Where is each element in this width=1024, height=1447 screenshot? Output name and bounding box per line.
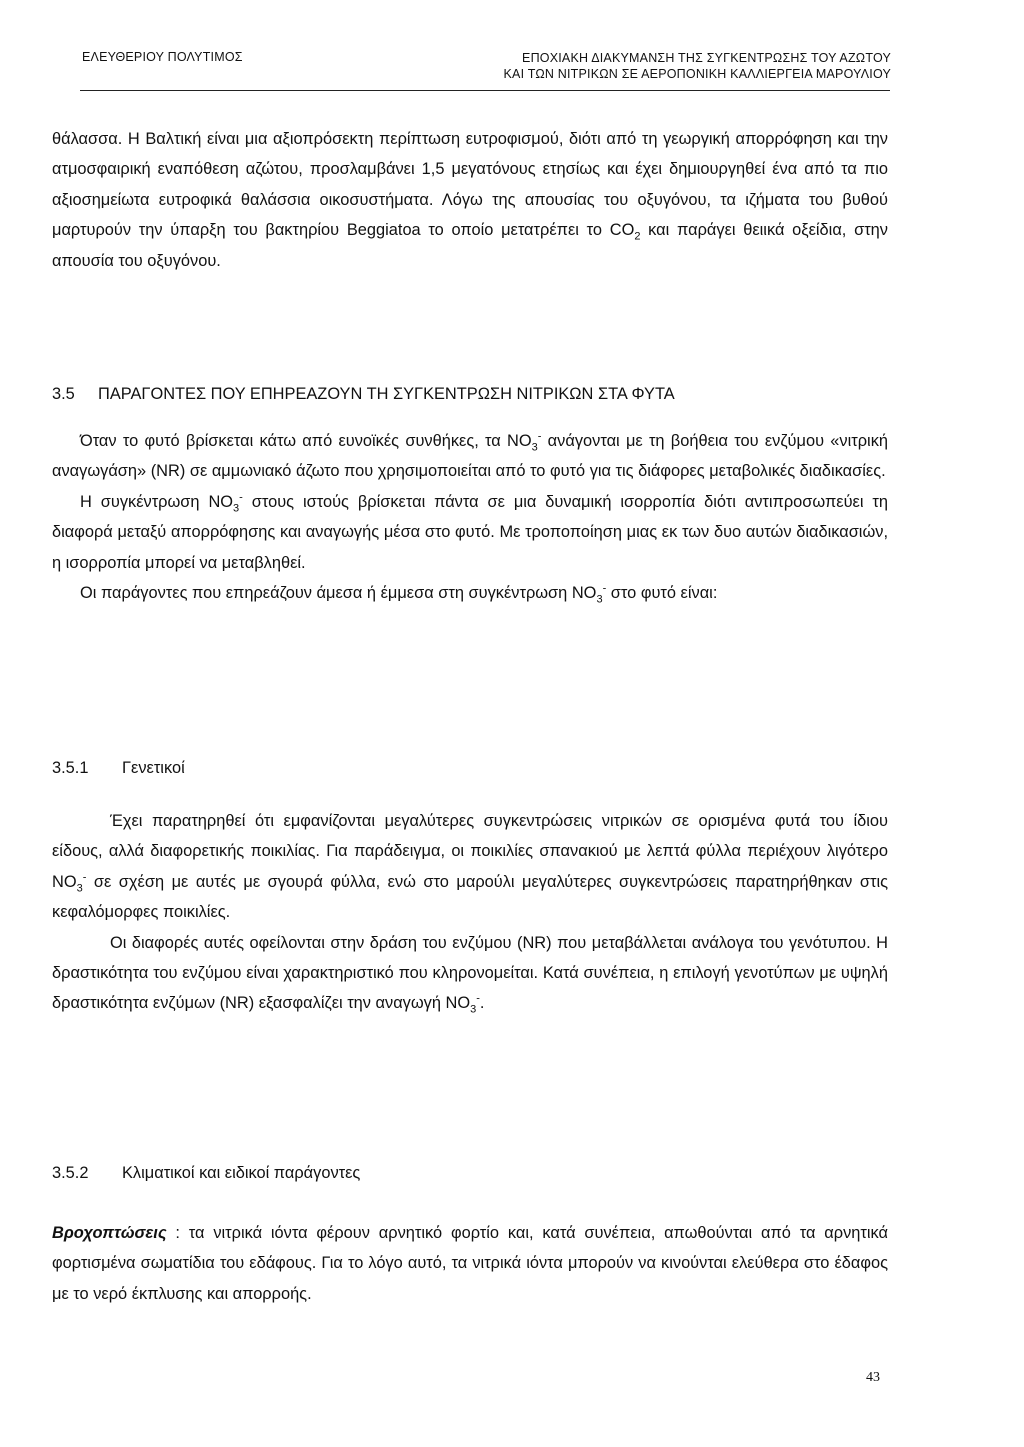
section-3-5-paragraph-2 — [52, 487, 888, 578]
no3-subscript: 3 — [76, 882, 83, 895]
intro-text-b: και παράγει θειικά οξείδια, στην απουσία του οξυγόνου. — [52, 221, 888, 270]
text-run: Έχει παρατηρηθεί ότι εμφανίζονται μεγαλύτερες συγκεντρώσεις νιτρικών σε ορισμένα φυτά του ίδιου είδους, αλλά διαφορετικής ποικιλίας. Για παράδειγμα, οι ποικιλίες σπανακιού με λεπτά φύλλα περιέχουν λιγότερο NO — [52, 812, 888, 891]
section-3-5-paragraph-3 — [52, 578, 888, 608]
no3-subscript: 3 — [531, 441, 538, 454]
section-3-5-heading — [52, 383, 675, 405]
page-number: 43 — [866, 1370, 880, 1385]
section-title: Γενετικοί — [122, 759, 185, 777]
intro-text-a: θάλασσα. Η Βαλτική είναι μια αξιοπρόσεκτη περίπτωση ευτροφισμού, διότι από τη γεωργική απορρόφηση και την ατμοσφαιρική εναπόθεση αζώτου, προσλαμβάνει 1,5 μεγατόνους ετησίως και έχει δημιουργηθεί ένα από τα πιο αξιοσημείωτα ευτροφικά θαλάσσια οικοσυστήματα. Λόγω της απουσίας του οξυγόνου, τα ιζήματα του βυθού μαρτυρούν την ύπαρξη του βακτηρίου Beggiatoa το οποίο μετατρέπει το CO — [52, 130, 888, 240]
text-run: στο φυτό είναι: — [606, 584, 718, 603]
section-3-5-1-paragraph-1 — [52, 806, 888, 928]
text-run: Οι παράγοντες που επηρεάζουν άμεσα ή έμμεσα στη συγκέντρωση NO — [80, 584, 597, 603]
section-title: ΠΑΡΑΓΟΝΤΕΣ ΠΟΥ ΕΠΗΡΕΑΖΟΥΝ ΤΗ ΣΥΓΚΕΝΤΡΩΣΗ ΝΙΤΡΙΚΩΝ ΣΤΑ ΦΥΤΑ — [98, 385, 675, 403]
section-3-5-2-heading — [52, 1162, 360, 1184]
text-run: Όταν το φυτό βρίσκεται κάτω από ευνοϊκές συνθήκες, τα NO — [80, 432, 532, 450]
section-3-5-1-heading — [52, 757, 185, 779]
section-3-5-1-body — [52, 806, 888, 1019]
term-rainfall: Βροχοπτώσεις — [52, 1224, 167, 1242]
no3-superscript: - — [537, 430, 542, 443]
no3-subscript: 3 — [233, 502, 240, 515]
text-run: στους ιστούς βρίσκεται πάντα σε μια δυναμική ισορροπία διότι αντιπροσωπεύει τη διαφορά μεταξύ απορρόφησης και αναγωγής μέσα στο φυτό. Με τροποποίηση μιας εκ των δυο αυτών διαδικασιών, η ισορροπία μπορεί να μεταβληθεί. — [52, 492, 888, 572]
section-title: Κλιματικοί και ειδικοί παράγοντες — [122, 1164, 361, 1182]
section-number: 3.5 — [52, 385, 75, 403]
running-header-author: ΕΛΕΥΘΕΡΙΟΥ ΠΟΛΥΤΙΜΟΣ — [82, 50, 243, 64]
no3-superscript: - — [602, 582, 607, 595]
section-number: 3.5.2 — [52, 1164, 89, 1182]
no3-superscript: - — [476, 992, 480, 1005]
co2-subscript: 2 — [634, 230, 641, 243]
text-run: Η συγκέντρωση NO — [80, 492, 234, 511]
no3-subscript: 3 — [596, 593, 603, 606]
text-run: σε σχέση με αυτές με σγουρά φύλλα, ενώ στο μαρούλι μεγαλύτερες συγκεντρώσεις παρατηρήθηκαν στις κεφαλόμορφες ποικιλίες. — [52, 872, 888, 922]
section-3-5-body — [52, 426, 888, 608]
no3-subscript: 3 — [470, 1003, 477, 1016]
intro-paragraph — [52, 124, 888, 276]
section-number: 3.5.1 — [52, 759, 89, 777]
text-run: . — [479, 994, 485, 1013]
section-3-5-2-paragraph — [52, 1218, 888, 1309]
text-run: : τα νιτρικά ιόντα φέρουν αρνητικό φορτίο και, κατά συνέπεια, απωθούνται από τα αρνητικά φορτισμένα σωματίδια του εδάφους. Για το λόγο αυτό, τα νιτρικά ιόντα μπορούν να κινούνται ελεύθερα στο έδαφος με το νερό έκπλυσης και απορροής. — [52, 1224, 888, 1303]
running-header-title-line2: ΚΑΙ ΤΩΝ ΝΙΤΡΙΚΩΝ ΣΕ ΑΕΡΟΠΟΝΙΚΗ ΚΑΛΛΙΕΡΓΕΙΑ ΜΑΡΟΥΛΙΟΥ — [503, 67, 891, 81]
header-divider — [80, 90, 890, 91]
running-header-title-line1: ΕΠΟΧΙΑΚΗ ΔΙΑΚΥΜΑΝΣΗ ΤΗΣ ΣΥΓΚΕΝΤΡΩΣΗΣ ΤΟΥ ΑΖΩΤΟΥ — [522, 51, 891, 65]
section-3-5-1-paragraph-2 — [52, 928, 888, 1019]
section-3-5-2-body — [52, 1218, 888, 1309]
no3-superscript: - — [82, 871, 87, 884]
running-header-title — [504, 50, 891, 82]
no3-superscript: - — [239, 491, 243, 504]
text-run: ανάγονται με τη βοήθεια του ενζύμου «νιτρική αναγωγάση» (NR) σε αμμωνιακό άζωτο που χρησιμοποιείται από το φυτό για τις διάφορες μεταβολικές διαδικασίες. — [52, 432, 889, 481]
text-run: Οι διαφορές αυτές οφείλονται στην δράση του ενζύμου (NR) που μεταβάλλεται ανάλογα του γενότυπου. Η δραστικότητα του ενζύμου είναι χαρακτηριστικό που κληρονομείται. Κατά συνέπεια, η επιλογή γενοτύπων με υψηλή δραστικότητα ενζύμων (NR) εξασφαλίζει την αναγωγή NO — [52, 933, 888, 1013]
intro-paragraph-block — [52, 124, 888, 276]
section-3-5-paragraph-1 — [52, 426, 888, 487]
